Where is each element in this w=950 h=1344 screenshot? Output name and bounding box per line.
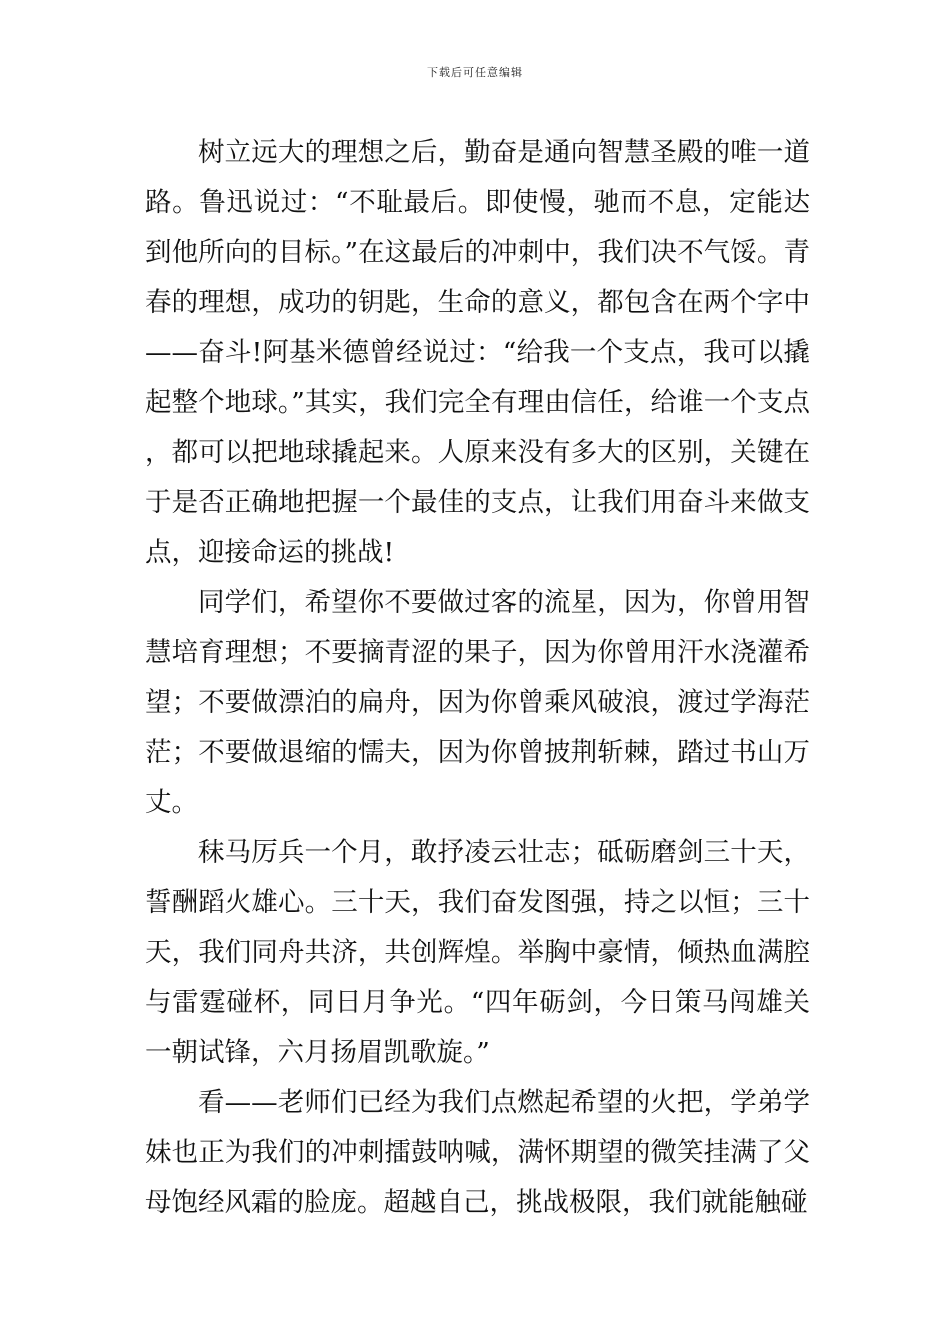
paragraph-1: 树立远大的理想之后，勤奋是通向智慧圣殿的唯一道路。鲁迅说过：“不耻最后。即使慢，驰而不息，定能达到他所向的目标。”在这最后的冲刺中，我们决不气馁。青春的理想，成功的钥匙，生命的意义，都包含在两个字中——奋斗!阿基米德曾经说过：“给我一个支点，我可以撬起整个地球。”其实，我们完全有理由信任，给谁一个支点，都可以把地球撬起来。人原来没有多大的区别，关键在于是否正确地把握一个最佳的支点，让我们用奋斗来做支点，迎接命运的挑战! bbox=[145, 137, 810, 568]
paragraph-3: 秣马厉兵一个月，敢抒凌云壮志；砥砺磨剑三十天，誓酬蹈火雄心。三十天，我们奋发图强，持之以恒；三十天，我们同舟共济，共创辉煌。举胸中豪情，倾热血满腔与雷霆碰杯，同日月争光。“四年砺剑，今日策马闯雄关一朝试锋，六月扬眉凯歌旋。” bbox=[145, 837, 810, 1068]
header-note: 下载后可任意编辑 bbox=[427, 66, 523, 79]
paragraph-2: 同学们，希望你不要做过客的流星，因为，你曾用智慧培育理想；不要摘青涩的果子，因为你曾用汗水浇灌希望；不要做漂泊的扁舟，因为你曾乘风破浪，渡过学海茫茫；不要做退缩的懦夫，因为你曾披荆斩棘，踏过书山万丈。 bbox=[145, 587, 810, 818]
paragraph-4: 看——老师们已经为我们点燃起希望的火把，学弟学妹也正为我们的冲刺擂鼓呐喊，满怀期望的微笑挂满了父母饱经风霜的脸庞。超越自己，挑战极限，我们就能触碰 bbox=[145, 1087, 810, 1218]
document-body bbox=[145, 128, 810, 1228]
